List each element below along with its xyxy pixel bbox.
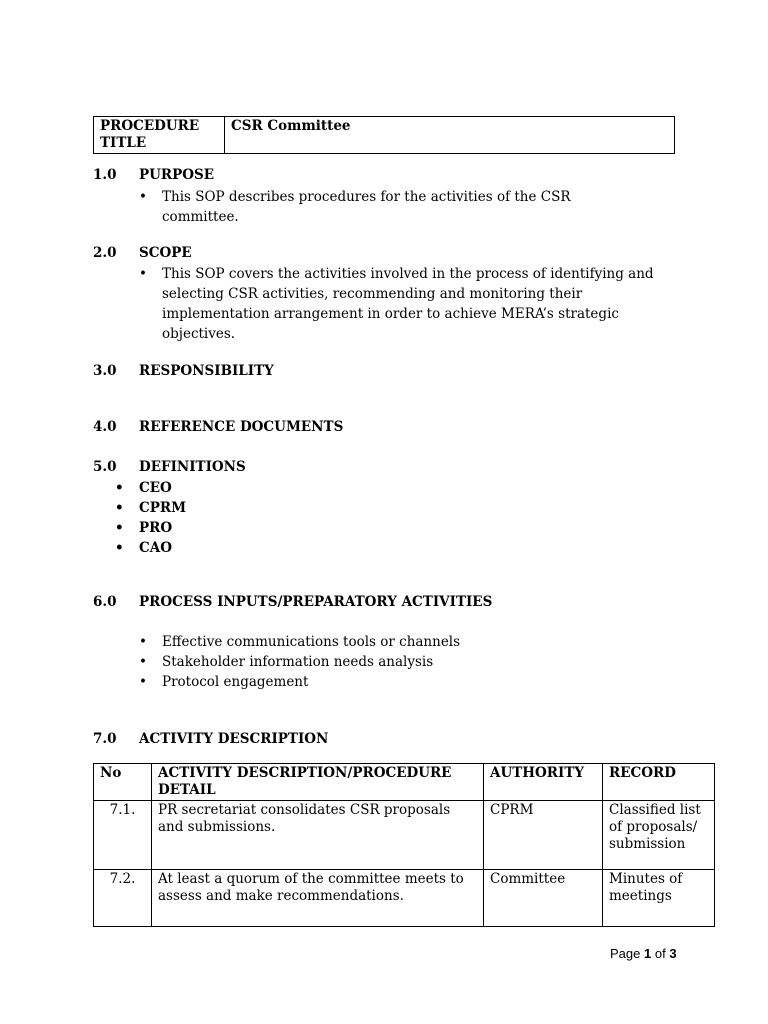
cell-description: At least a quorum of the committee meets to assess and make recommendations. (152, 870, 484, 927)
list-item: • Stakeholder information needs analysis (139, 654, 434, 670)
cell-record: Minutes of meetings (603, 870, 715, 927)
scope-bullets (139, 264, 674, 344)
list-item: • This SOP covers the activities involved in the process of identifying and selecting CSR activities, recommending and monitoring their implementation arrangement in order to achieve MERA’s strategic objectives. (139, 266, 654, 342)
procedure-title-value: CSR Committee (225, 117, 675, 154)
bullet-icon: • (139, 189, 147, 205)
section-scope-heading (93, 244, 192, 263)
section-responsibility-heading (93, 362, 274, 381)
column-header: AUTHORITY (484, 764, 603, 801)
activity-table (93, 763, 715, 927)
section-title: PURPOSE (139, 167, 215, 183)
table-row (94, 870, 715, 927)
bullet-icon: • (139, 654, 147, 670)
column-header: RECORD (603, 764, 715, 801)
cell-record: Classified list of proposals/ submission (603, 801, 715, 870)
section-reference-heading (93, 418, 343, 437)
section-inputs-heading (93, 593, 492, 612)
table-row (94, 801, 715, 870)
cell-authority: Committee (484, 870, 603, 927)
list-item: • CAO (115, 540, 172, 556)
inputs-bullets (139, 632, 662, 692)
bullet-icon: • (139, 674, 147, 690)
purpose-bullets (139, 187, 632, 227)
footer-current-page: 1 (644, 946, 652, 961)
section-number: 4.0 (93, 419, 117, 435)
section-title: PROCESS INPUTS/PREPARATORY ACTIVITIES (139, 594, 493, 610)
list-item: • CPRM (115, 500, 187, 516)
list-item: • Effective communications tools or channels (139, 634, 461, 650)
table-header-row (94, 764, 715, 801)
section-definitions-heading (93, 458, 246, 477)
section-purpose-heading (93, 166, 214, 185)
list-item: • PRO (115, 520, 173, 536)
section-number: 6.0 (93, 594, 117, 610)
footer-of-word: of (654, 946, 666, 961)
list-item: • This SOP describes procedures for the activities of the CSR committee. (139, 189, 571, 225)
footer-page-word: Page (610, 946, 641, 961)
cell-description: PR secretariat consolidates CSR proposals and submissions. (152, 801, 484, 870)
list-item: • CEO (115, 480, 172, 496)
footer-total-pages: 3 (669, 946, 677, 961)
list-item: • Protocol engagement (139, 674, 309, 690)
section-title: DEFINITIONS (139, 459, 246, 475)
cell-no: 7.1. (94, 801, 152, 870)
section-activity-heading (93, 730, 328, 749)
bullet-icon: • (115, 540, 124, 556)
section-number: 5.0 (93, 459, 117, 475)
section-number: 3.0 (93, 363, 117, 379)
column-header: No (94, 764, 152, 801)
bullet-icon: • (115, 500, 124, 516)
bullet-icon: • (115, 520, 124, 536)
bullet-icon: • (139, 634, 147, 650)
section-number: 2.0 (93, 245, 117, 261)
cell-no: 7.2. (94, 870, 152, 927)
section-title: ACTIVITY DESCRIPTION (139, 731, 329, 747)
section-title: RESPONSIBILITY (139, 363, 274, 379)
section-number: 1.0 (93, 167, 117, 183)
procedure-title-table (93, 116, 675, 154)
section-number: 7.0 (93, 731, 117, 747)
bullet-icon: • (115, 480, 124, 496)
definitions-list (115, 478, 187, 558)
procedure-title-label: PROCEDURE TITLE (94, 117, 225, 154)
bullet-icon: • (139, 266, 147, 282)
section-title: SCOPE (139, 245, 192, 261)
column-header: ACTIVITY DESCRIPTION/PROCEDURE DETAIL (152, 764, 484, 801)
section-title: REFERENCE DOCUMENTS (139, 419, 344, 435)
cell-authority: CPRM (484, 801, 603, 870)
page-footer (610, 946, 677, 961)
